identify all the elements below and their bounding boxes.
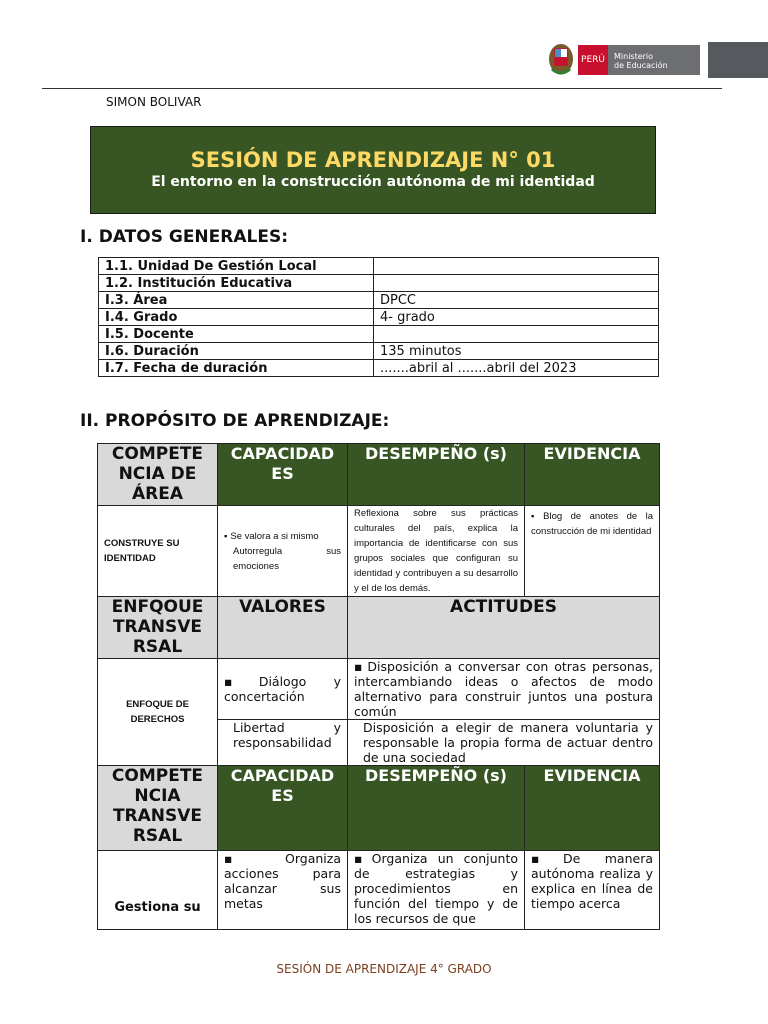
- datos-label: I.4. Grado: [99, 309, 374, 326]
- capacidades-cell: [218, 851, 348, 930]
- proposito-heading: II. PROPÓSITO DE APRENDIZAJE:: [80, 411, 390, 431]
- table-row: [99, 326, 659, 343]
- table-row: [98, 851, 660, 930]
- proposito-table: [97, 443, 660, 930]
- capacidad-text: ▪ Organiza acciones para alcanzar sus metas: [224, 851, 341, 911]
- col-header-competencia: COMPETE NCIA DE ÁREA: [98, 444, 218, 506]
- datos-label: I.7. Fecha de duración: [99, 360, 374, 377]
- table-row: [99, 343, 659, 360]
- col-header-enfoque: ENFQOUE TRANSVE RSAL: [98, 597, 218, 659]
- valor-cell: [218, 659, 348, 720]
- competencia-cell: Gestiona su: [98, 851, 218, 930]
- datos-label: I.5. Docente: [99, 326, 374, 343]
- col-header-desempeno: DESEMPEÑO (s): [348, 444, 525, 506]
- col-header-desempeno: DESEMPEÑO (s): [348, 766, 525, 851]
- coat-of-arms-icon: [548, 43, 574, 77]
- datos-value: DPCC: [374, 292, 659, 309]
- minedu-logo: [548, 42, 700, 78]
- datos-label: 1.1. Unidad De Gestión Local: [99, 258, 374, 275]
- table-row: [99, 258, 659, 275]
- table-row: [99, 275, 659, 292]
- desempeno-cell: Reflexiona sobre sus prácticas culturales del país, explica la importancia de identificarse con sus grupos sociales que configuran su identidad y contribuyen a su desarrollo y el de los demás.: [348, 506, 525, 597]
- datos-table: [98, 257, 659, 377]
- actitud-cell: Disposición a elegir de manera voluntaria y responsable la propia forma de actuar dentro de una sociedad: [348, 720, 660, 766]
- capacidad-item: ▪ Se valora a si mismo: [224, 529, 341, 544]
- header-bar: [708, 42, 768, 78]
- valor-text: ▪ Diálogo y concertación: [224, 674, 341, 704]
- datos-label: 1.2. Institución Educativa: [99, 275, 374, 292]
- datos-value: .......abril al .......abril del 2023: [374, 360, 659, 377]
- peru-label: PERÚ: [578, 45, 608, 75]
- competencia-cell: CONSTRUYE SU IDENTIDAD: [98, 506, 218, 597]
- table-row: [98, 766, 660, 851]
- evidencia-text: ▪ De manera autónoma realiza y explica en línea de tiempo acerca: [531, 851, 653, 911]
- datos-label: I.6. Duración: [99, 343, 374, 360]
- ministry-line1: Ministerio: [614, 52, 654, 61]
- evidencia-cell: [525, 506, 660, 597]
- datos-value: [374, 258, 659, 275]
- actitud-text: ▪ Disposición a conversar con otras personas, intercambiando ideas o afectos de modo alternativo para construir juntos una postura común: [354, 659, 653, 719]
- datos-heading: I. DATOS GENERALES:: [80, 227, 289, 247]
- valor-cell: Libertad y responsabilidad: [218, 720, 348, 766]
- datos-value: [374, 275, 659, 292]
- session-title-box: [90, 126, 656, 214]
- col-header-evidencia: EVIDENCIA: [525, 444, 660, 506]
- table-row: [98, 659, 660, 720]
- capacidades-cell: [218, 506, 348, 597]
- ministry-line2: de Educación: [614, 61, 668, 70]
- desempeno-text: ▪ Organiza un conjunto de estrategias y procedimientos en función del tiempo y de los recursos de que: [354, 851, 518, 926]
- school-name: SIMON BOLIVAR: [106, 95, 202, 109]
- datos-value: 135 minutos: [374, 343, 659, 360]
- col-header-actitudes: ACTITUDES: [348, 597, 660, 659]
- table-row: [99, 292, 659, 309]
- datos-value: 4- grado: [374, 309, 659, 326]
- actitud-cell: [348, 659, 660, 720]
- col-header-capacidades: CAPACIDAD ES: [218, 444, 348, 506]
- table-row: [99, 360, 659, 377]
- datos-value: [374, 326, 659, 343]
- page-footer: SESIÓN DE APRENDIZAJE 4° GRADO: [276, 962, 492, 976]
- table-row: [98, 506, 660, 597]
- evidencia-text: ▪ Blog de anotes de la construcción de mi identidad: [531, 511, 653, 537]
- col-header-competencia-transversal: COMPETE NCIA TRANSVE RSAL: [98, 766, 218, 851]
- col-header-capacidades: CAPACIDAD ES: [218, 766, 348, 851]
- col-header-valores: VALORES: [218, 597, 348, 659]
- enfoque-cell: ENFOQUE DE DERECHOS: [98, 659, 218, 766]
- datos-label: I.3. Área: [99, 292, 374, 309]
- session-title: SESIÓN DE APRENDIZAJE N° 01: [190, 148, 556, 172]
- session-subtitle: El entorno en la construcción autónoma de mi identidad: [151, 174, 595, 190]
- header-rule: [42, 88, 722, 89]
- col-header-evidencia: EVIDENCIA: [525, 766, 660, 851]
- desempeno-cell: [348, 851, 525, 930]
- table-row: [98, 597, 660, 659]
- ministry-label: [608, 45, 700, 75]
- evidencia-cell: [525, 851, 660, 930]
- table-row: [98, 444, 660, 506]
- table-row: [99, 309, 659, 326]
- capacidad-item: Autorregula sus emociones: [233, 545, 341, 572]
